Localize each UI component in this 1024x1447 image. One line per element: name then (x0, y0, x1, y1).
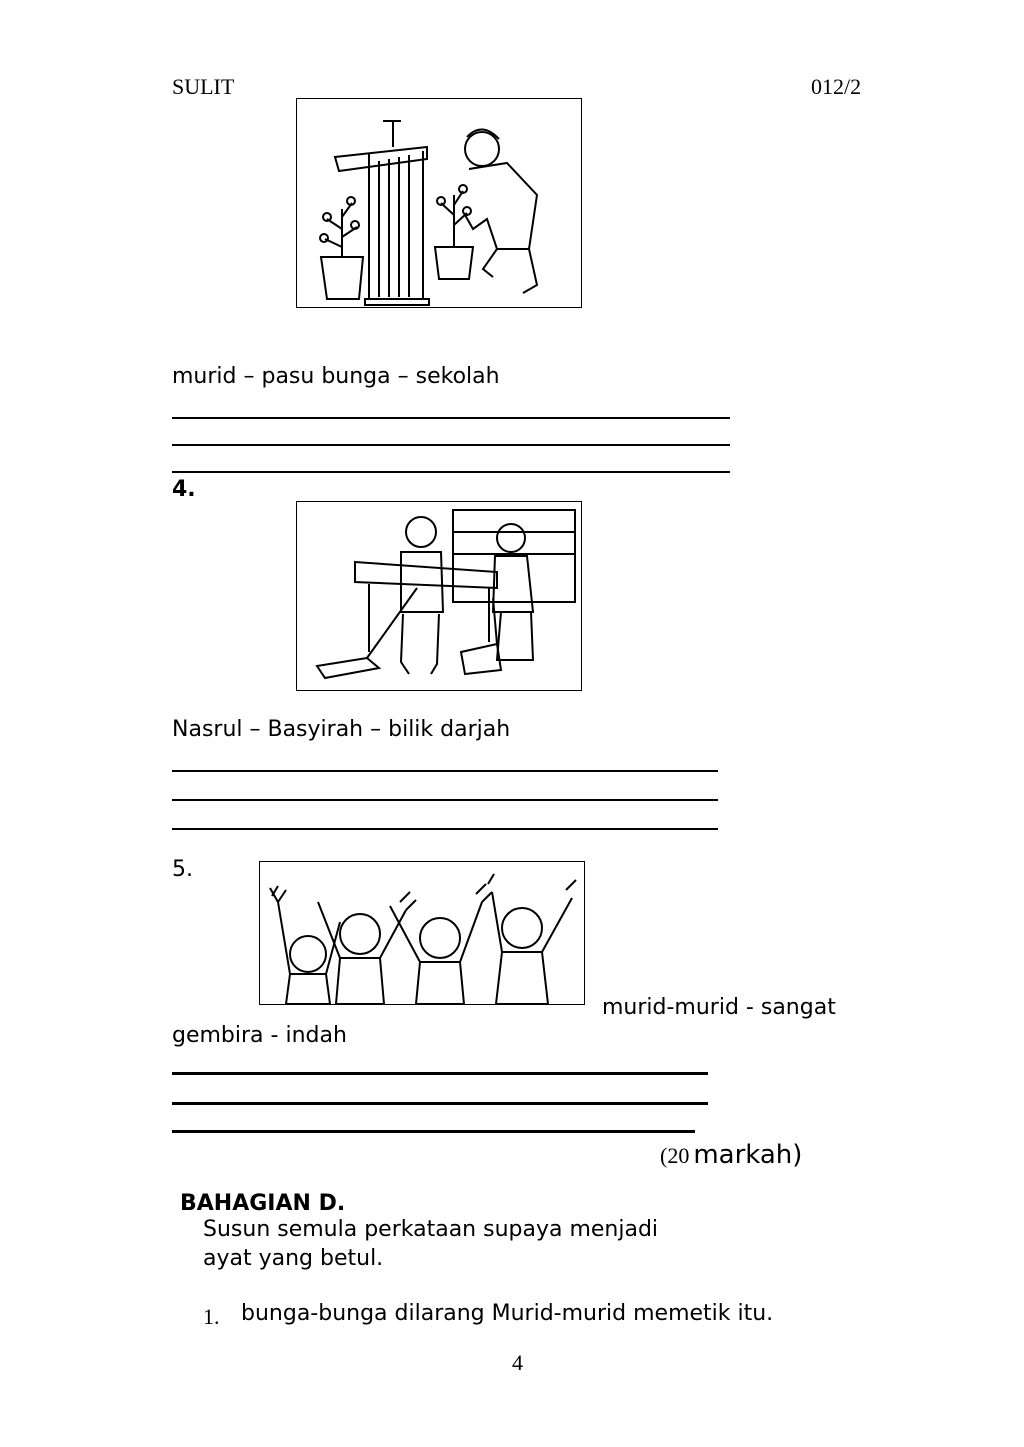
answer-line[interactable] (172, 799, 718, 801)
answer-line[interactable] (172, 444, 730, 446)
answer-line[interactable] (172, 1072, 708, 1075)
answer-line[interactable] (172, 1102, 708, 1105)
page-number: 4 (512, 1350, 523, 1375)
section-d-item-number: 1. (203, 1304, 220, 1329)
section-d-instruction-line1: Susun semula perkataan supaya menjadi (203, 1217, 659, 1242)
marks-total (660, 1140, 802, 1170)
picture-student-flower-pot (296, 98, 582, 308)
question-5-prompt-part1: murid-murid - sangat (602, 995, 836, 1020)
header-paper-code: 012/2 (811, 74, 862, 99)
question-5-number: 5. (172, 857, 193, 882)
question-4-number: 4. (172, 477, 196, 502)
marks-label: markah) (693, 1140, 803, 1170)
marks-number: (20 (660, 1143, 690, 1168)
header-sulit: SULIT (172, 74, 235, 99)
section-d-item-text: bunga-bunga dilarang Murid-murid memetik itu. (241, 1301, 774, 1326)
question-3-prompt: murid – pasu bunga – sekolah (172, 364, 500, 389)
answer-line[interactable] (172, 471, 730, 473)
answer-line[interactable] (172, 828, 718, 830)
section-d-instruction-line2: ayat yang betul. (203, 1246, 384, 1271)
question-4-prompt: Nasrul – Basyirah – bilik darjah (172, 717, 511, 742)
answer-line[interactable] (172, 770, 718, 772)
answer-line[interactable] (172, 1130, 695, 1133)
section-d-title: BAHAGIAN D. (180, 1191, 346, 1216)
answer-line[interactable] (172, 417, 730, 419)
picture-happy-children (259, 861, 585, 1005)
picture-classroom-sweeping (296, 501, 582, 691)
question-5-prompt-part2: gembira - indah (172, 1023, 347, 1048)
